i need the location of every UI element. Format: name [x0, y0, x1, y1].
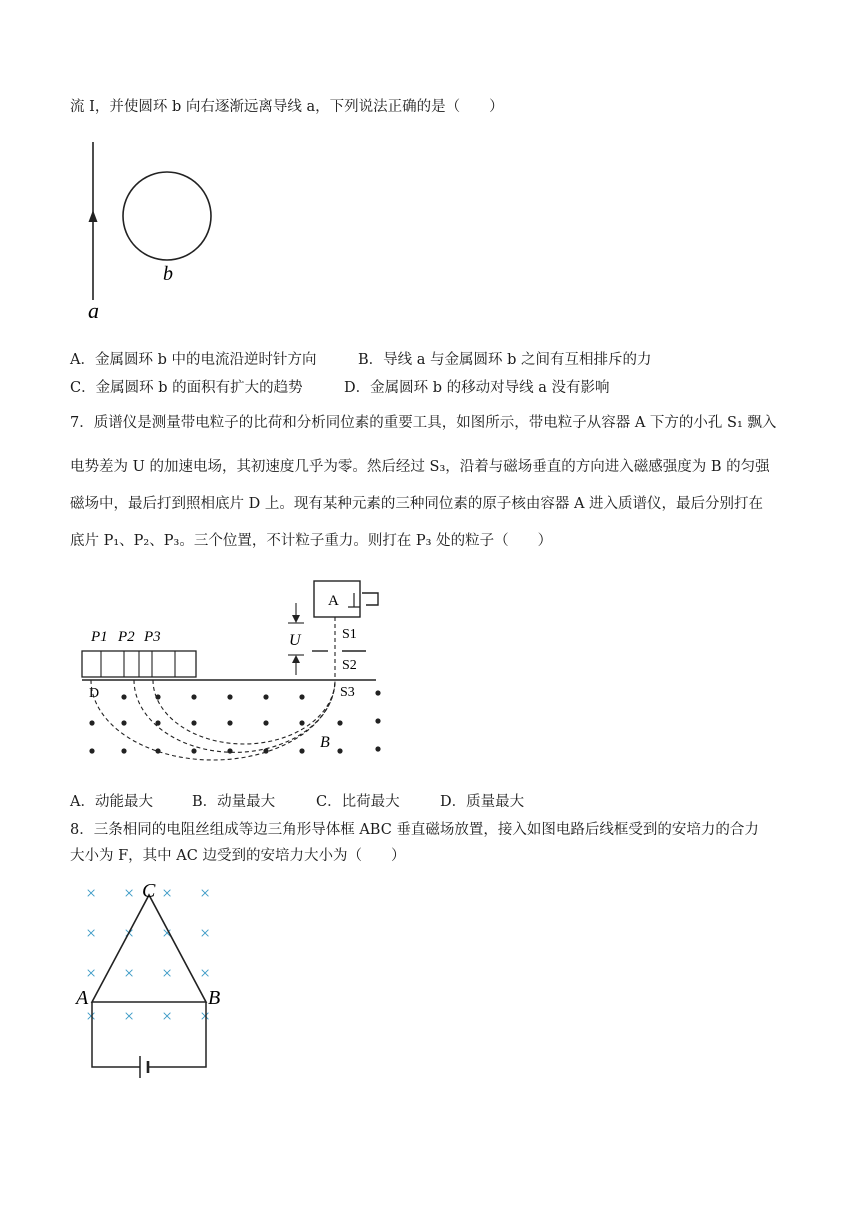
q7-option-b: B．动量最大	[192, 794, 276, 810]
label-U: U	[289, 632, 301, 649]
field-cross-mark: ×	[86, 923, 97, 943]
q6-stem: 流 I，并使圆环 b 向右逐渐远离导线 a，下列说法正确的是（ ）	[70, 99, 504, 115]
field-cross-mark: ×	[86, 963, 97, 983]
field-cross-mark: ×	[86, 883, 97, 903]
field-cross-mark: ×	[200, 1006, 211, 1026]
field-cross-mark: ×	[162, 963, 173, 983]
field-cross-mark: ×	[200, 883, 211, 903]
q7-option-c: C．比荷最大	[316, 794, 400, 810]
label-S1: S1	[342, 627, 357, 642]
q6-option-b: B．导线 a 与金属圆环 b 之间有互相排斥的力	[358, 352, 652, 368]
vertex-A: A	[76, 987, 89, 1009]
field-cross-mark: ×	[86, 1006, 97, 1026]
q6-option-a: A．金属圆环 b 中的电流沿逆时针方向	[70, 352, 317, 368]
label-D: D	[89, 686, 100, 701]
label-P2: P2	[118, 629, 135, 645]
q8-figure	[72, 875, 242, 1095]
q6-figure	[70, 130, 270, 330]
q7-option-d: D．质量最大	[440, 794, 525, 810]
field-cross-mark: ×	[124, 963, 135, 983]
q7-stem-line4: 底片 P₁、P₂、P₃。三个位置，不计粒子重力。则打在 P₃ 处的粒子（ ）	[70, 533, 553, 549]
field-marks	[86, 883, 210, 1026]
q7-figure	[78, 575, 398, 765]
label-P1: P1	[91, 629, 108, 645]
field-cross-mark: ×	[124, 1006, 135, 1026]
q7-option-a: A．动能最大	[70, 794, 153, 810]
field-cross-mark: ×	[162, 1006, 173, 1026]
label-P3: P3	[144, 629, 161, 645]
field-cross-mark: ×	[124, 923, 135, 943]
q8-stem-line1: 8．三条相同的电阻丝组成等边三角形导体框 ABC 垂直磁场放置，接入如图电路后线框受到的安培力的合力	[70, 822, 759, 838]
q6-option-c: C．金属圆环 b 的面积有扩大的趋势	[70, 380, 303, 396]
field-cross-mark: ×	[124, 883, 135, 903]
vertex-C: C	[142, 880, 156, 902]
ring-label: b	[163, 263, 173, 285]
field-cross-mark: ×	[162, 883, 173, 903]
q8-stem-line2: 大小为 F，其中 AC 边受到的安培力大小为（ ）	[70, 848, 406, 864]
label-A: A	[328, 593, 339, 609]
wire-label: a	[88, 298, 99, 323]
label-B: B	[320, 734, 330, 751]
label-S2: S2	[342, 658, 357, 673]
vertex-B: B	[208, 987, 221, 1009]
q7-stem-line1: 7．质谱仪是测量带电粒子的比荷和分析同位素的重要工具，如图所示，带电粒子从容器 A 下方的小孔 S₁ 飘入	[70, 415, 777, 431]
q7-stem-line2: 电势差为 U 的加速电场，其初速度几乎为零。然后经过 S₃，沿着与磁场垂直的方向进入磁感强度为 B 的匀强	[70, 459, 770, 475]
label-S3: S3	[340, 685, 355, 700]
q6-option-d: D．金属圆环 b 的移动对导线 a 没有影响	[344, 380, 610, 396]
q7-stem-line3: 磁场中，最后打到照相底片 D 上。现有某种元素的三种同位素的原子核由容器 A 进入质谱仪，最后分别打在	[70, 496, 764, 512]
field-cross-mark: ×	[162, 923, 173, 943]
field-cross-mark: ×	[200, 963, 211, 983]
field-cross-mark: ×	[200, 923, 211, 943]
